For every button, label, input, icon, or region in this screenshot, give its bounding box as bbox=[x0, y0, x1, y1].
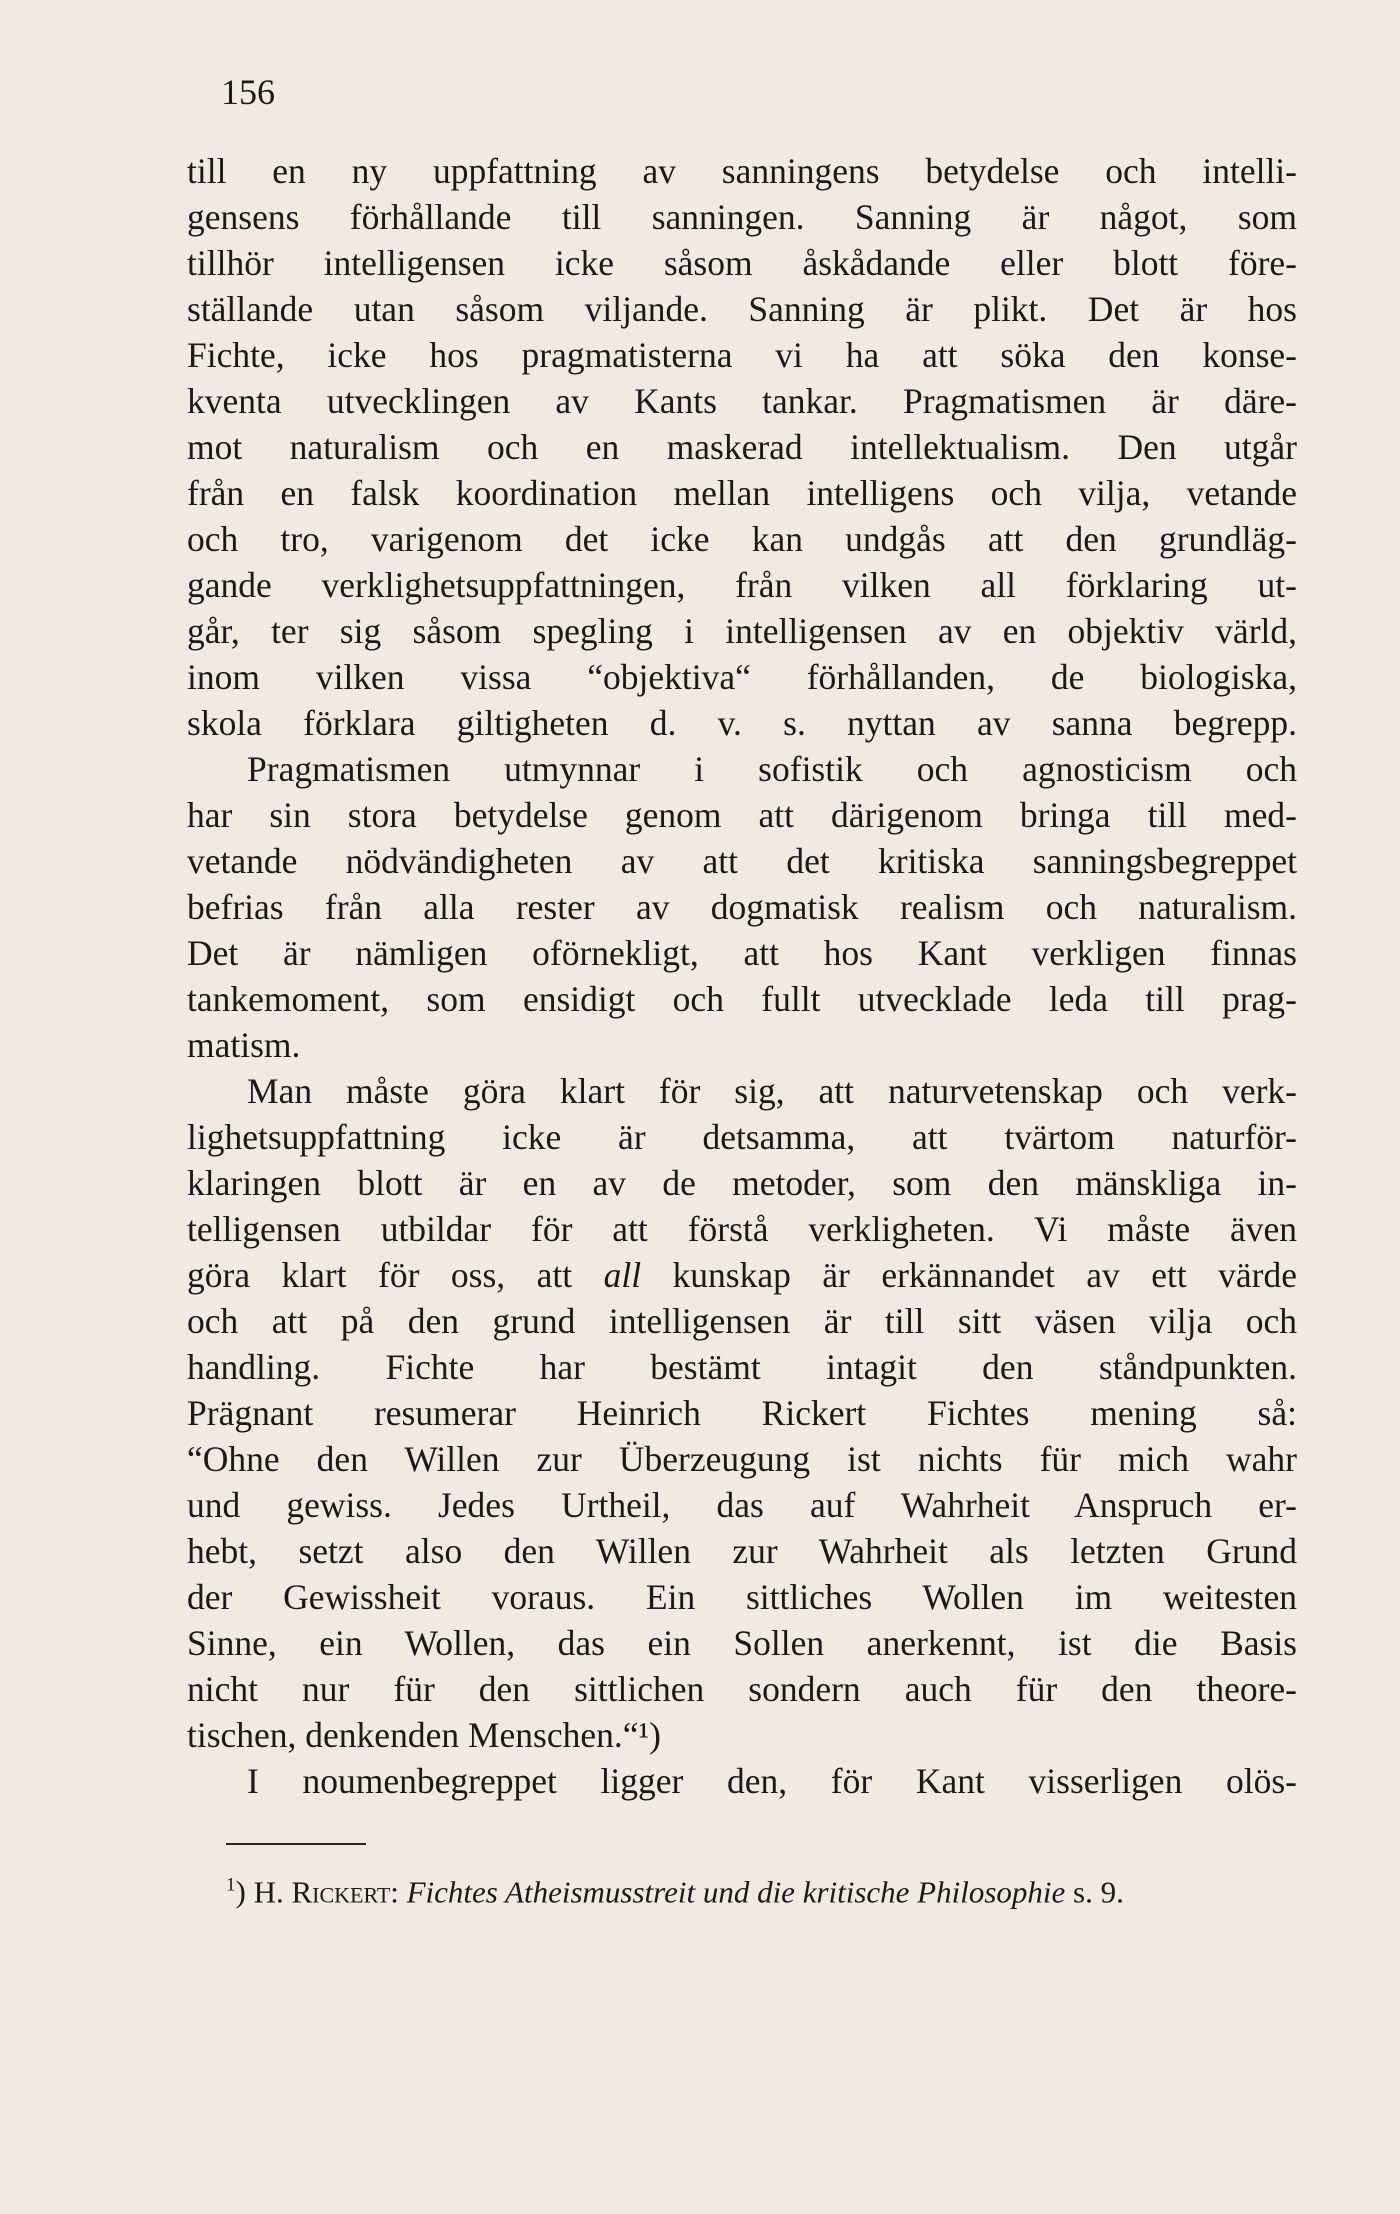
text-line: har sin stora betydelse genom att därigenom bringa till med- bbox=[187, 795, 1297, 835]
page-number: 156 bbox=[221, 72, 275, 112]
footnote-title: Fichtes Atheismusstreit und die kritische Philosophie bbox=[406, 1874, 1066, 1910]
text-line: lighetsuppfattning icke är detsamma, att tvärtom naturför- bbox=[187, 1117, 1297, 1157]
text-line: göra klart för oss, att all kunskap är erkännandet av ett värde bbox=[187, 1255, 1298, 1295]
text-line: der Gewissheit voraus. Ein sittliches Wollen im weitesten bbox=[187, 1577, 1297, 1617]
footnote-divider bbox=[226, 1843, 366, 1845]
text-line: “Ohne den Willen zur Überzeugung ist nichts für mich wahr bbox=[187, 1439, 1297, 1479]
text-line: und gewiss. Jedes Urtheil, das auf Wahrheit Anspruch er- bbox=[187, 1485, 1297, 1525]
text-line: gande verklighetsuppfattningen, från vilken all förklaring ut- bbox=[187, 565, 1297, 605]
text-line: vetande nödvändigheten av att det kritiska sanningsbegreppet bbox=[187, 841, 1297, 881]
text-line: inom vilken vissa “objektiva“ förhållanden, de biologiska, bbox=[187, 657, 1297, 697]
footnote-marker: $^1$) bbox=[226, 1874, 246, 1910]
text-line: handling. Fichte har bestämt intagit den ståndpunkten. bbox=[187, 1347, 1297, 1387]
text-line: matism. bbox=[187, 1025, 301, 1065]
text-line: skola förklara giltigheten d. v. s. nyttan av sanna begrepp. bbox=[187, 703, 1297, 743]
text-line: Fichte, icke hos pragmatisterna vi ha att söka den konse- bbox=[187, 335, 1297, 375]
text-line: och att på den grund intelligensen är till sitt väsen vilja och bbox=[187, 1301, 1297, 1341]
text-line: hebt, setzt also den Willen zur Wahrheit als letzten Grund bbox=[187, 1531, 1297, 1571]
text-line: går, ter sig såsom spegling i intelligensen av en objektiv värld, bbox=[187, 611, 1297, 651]
text-line: befrias från alla rester av dogmatisk realism och naturalism. bbox=[187, 887, 1297, 927]
text-line: tischen, denkenden Menschen.“¹) bbox=[187, 1715, 661, 1755]
text-line: tillhör intelligensen icke såsom åskådande eller blott före- bbox=[187, 243, 1297, 283]
text-line: klaringen blott är en av de metoder, som den mänskliga in- bbox=[187, 1163, 1297, 1203]
text-line: kventa utvecklingen av Kants tankar. Pragmatismen är däre- bbox=[187, 381, 1297, 421]
text-line: Prägnant resumerar Heinrich Rickert Fichtes mening så: bbox=[187, 1393, 1297, 1433]
text-line: Sinne, ein Wollen, das ein Sollen anerkennt, ist die Basis bbox=[187, 1623, 1297, 1663]
text-line: nicht nur für den sittlichen sondern auch für den theore- bbox=[187, 1669, 1297, 1709]
text-line: Man måste göra klart för sig, att naturvetenskap och verk- bbox=[247, 1071, 1297, 1111]
footnote-author: H. Rickert: bbox=[253, 1874, 399, 1910]
text-line: telligensen utbildar för att förstå verkligheten. Vi måste även bbox=[187, 1209, 1297, 1249]
text-line: gensens förhållande till sanningen. Sanning är något, som bbox=[187, 197, 1297, 237]
text-line: och tro, varigenom det icke kan undgås att den grundläg- bbox=[187, 519, 1297, 559]
text-line: tankemoment, som ensidigt och fullt utvecklade leda till prag- bbox=[187, 979, 1297, 1019]
text-line: till en ny uppfattning av sanningens betydelse och intelli- bbox=[187, 151, 1297, 191]
body-text bbox=[187, 148, 1297, 1804]
text-line: mot naturalism och en maskerad intellektualism. Den utgår bbox=[187, 427, 1297, 467]
text-line: Pragmatismen utmynnar i sofistik och agnosticism och bbox=[247, 749, 1297, 789]
text-line: från en falsk koordination mellan intelligens och vilja, vetande bbox=[187, 473, 1297, 513]
footnote-page-ref: s. 9. bbox=[1073, 1874, 1124, 1910]
footnote bbox=[226, 1866, 1297, 1912]
text-line: I noumenbegreppet ligger den, för Kant visserligen olös- bbox=[247, 1761, 1297, 1801]
text-line: Det är nämligen oförnekligt, att hos Kant verkligen finnas bbox=[187, 933, 1297, 973]
text-line: ställande utan såsom viljande. Sanning är plikt. Det är hos bbox=[187, 289, 1297, 329]
